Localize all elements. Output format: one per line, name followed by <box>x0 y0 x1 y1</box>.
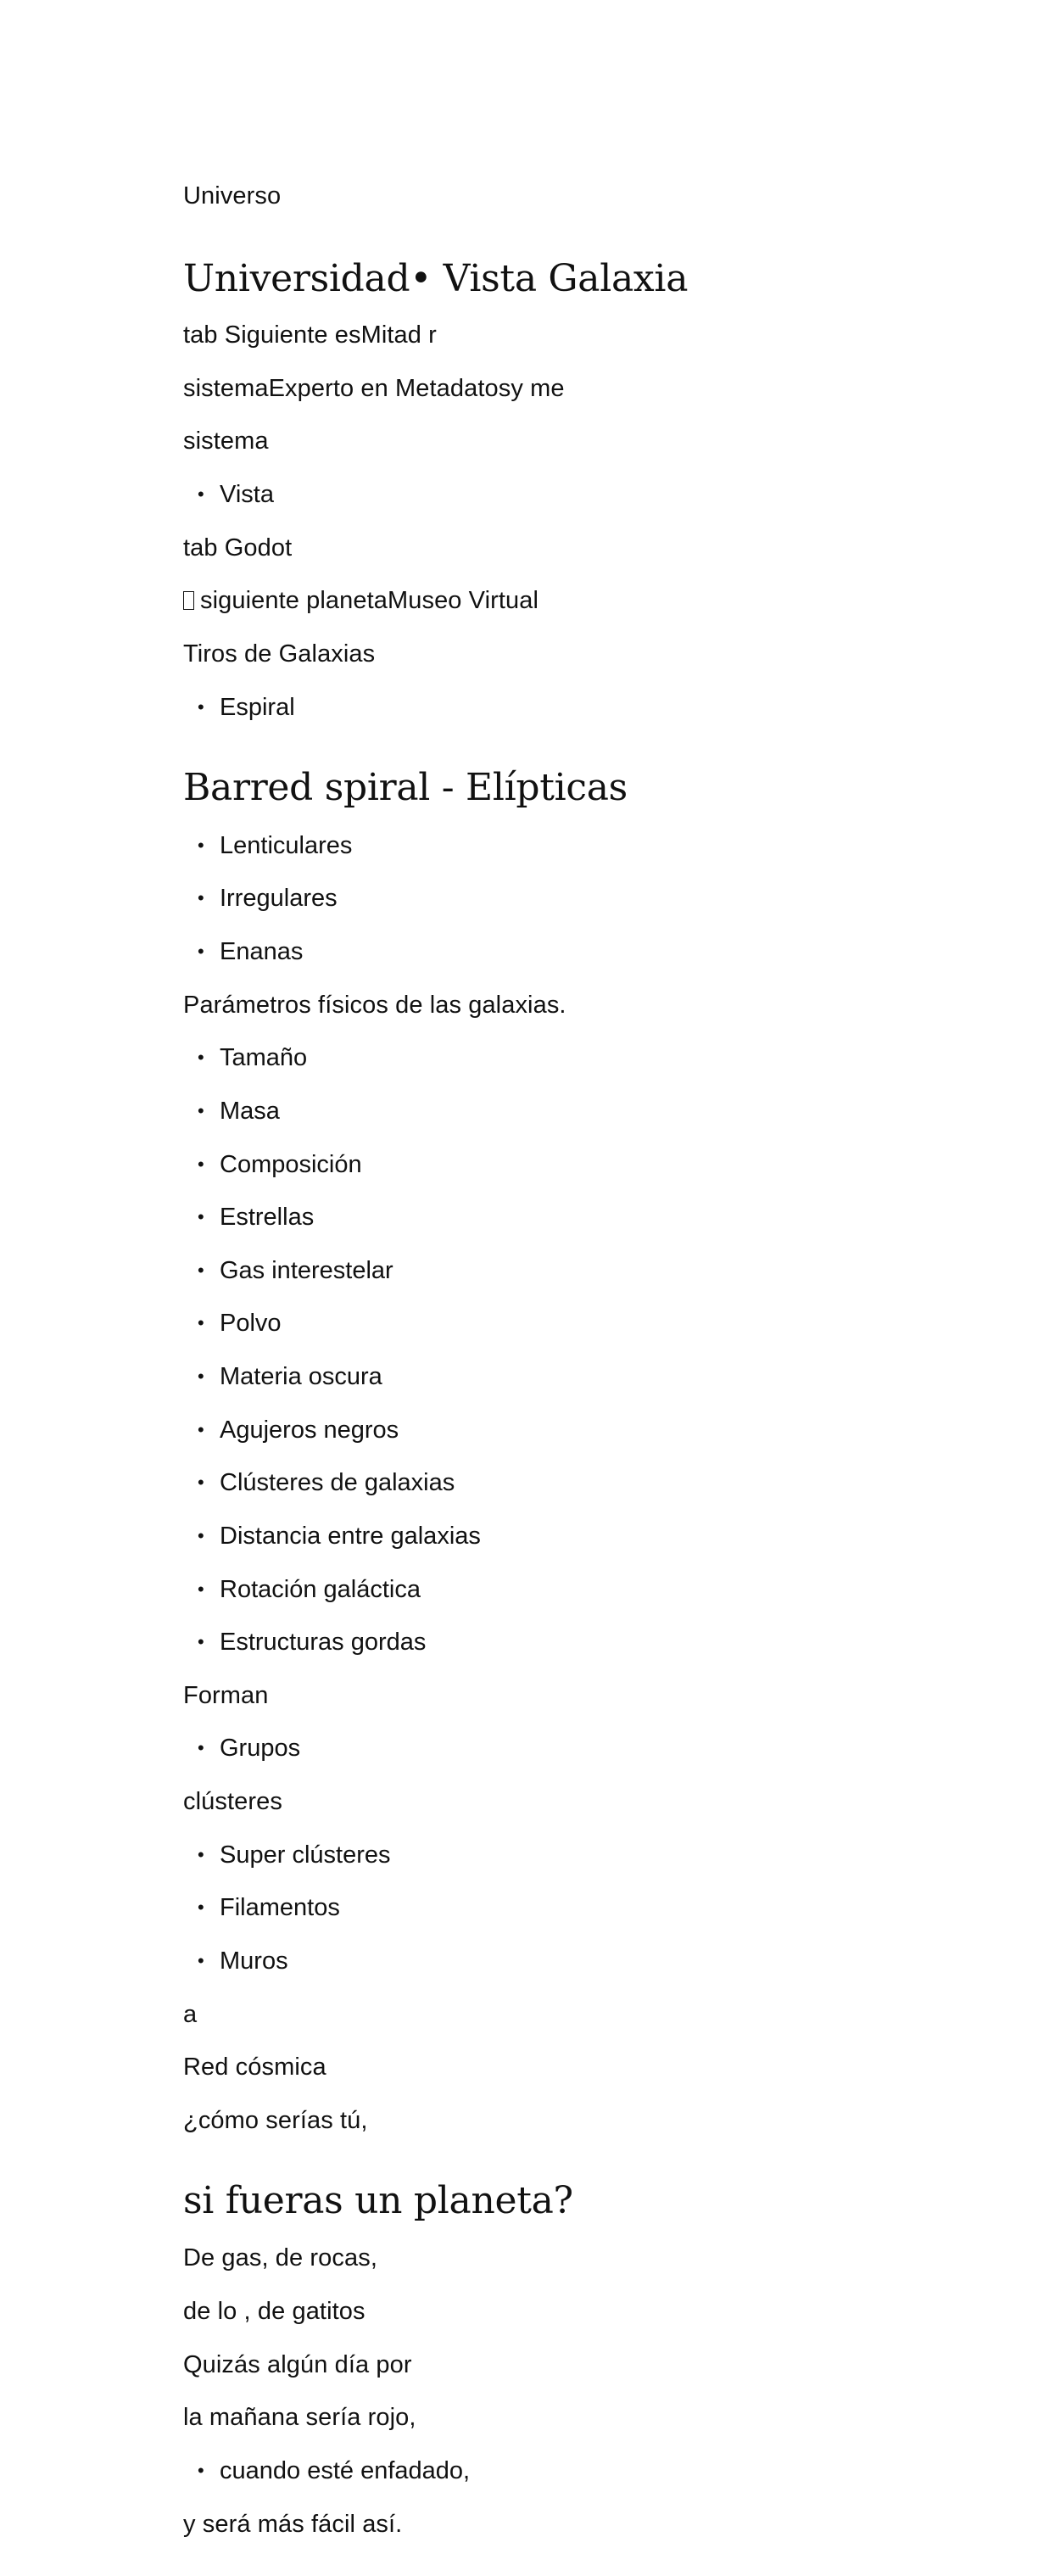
text-parametros: Parámetros físicos de las galaxias. <box>183 992 566 1019</box>
list-item <box>198 1945 288 1977</box>
text-como-serias: ¿cómo serías tú, <box>183 2107 368 2134</box>
bullet-marker: • <box>198 1100 204 1121</box>
bullet-marker: • <box>198 1525 204 1546</box>
list-item <box>198 1467 455 1499</box>
bullet-marker: • <box>198 1579 204 1600</box>
list-item <box>198 1520 481 1552</box>
list-item-label: Super clústeres <box>220 1841 391 1869</box>
bullet-marker: • <box>198 1312 204 1333</box>
list-item-label: Lenticulares <box>220 832 353 859</box>
list-item-label: Vista <box>220 481 274 508</box>
list-item-label: Filamentos <box>220 1894 340 1921</box>
list-item <box>198 1095 280 1127</box>
poem-line: De gas, de rocas, <box>183 2244 377 2271</box>
bullet-marker: • <box>198 1897 204 1918</box>
list-item <box>198 830 352 862</box>
list-item-label: Distancia entre galaxias <box>220 1523 481 1550</box>
heading-si-fueras: si fueras un planeta? <box>183 2179 573 2222</box>
list-item-enfadado <box>198 2455 470 2487</box>
list-item-label: cuando esté enfadado, <box>220 2457 471 2484</box>
list-item-label: Rotación galáctica <box>220 1576 421 1603</box>
poem-line: Quizás algún día por <box>183 2351 412 2378</box>
poem-line: de lo , de gatitos <box>183 2298 365 2325</box>
list-item <box>198 936 303 968</box>
list-item-vista <box>198 478 274 511</box>
poem-line: la mañana sería rojo, <box>183 2404 416 2431</box>
bullet-marker: • <box>198 1631 204 1652</box>
text-forman: Forman <box>183 1682 269 1709</box>
list-item-label: Polvo <box>220 1310 282 1337</box>
list-item <box>198 1042 307 1074</box>
text-tiros: Tiros de Galaxias <box>183 640 376 668</box>
bullet-marker: • <box>198 1260 204 1281</box>
text-red-cosmica: Red cósmica <box>183 2054 326 2081</box>
list-item <box>198 1254 393 1287</box>
text-clusteres: clústeres <box>183 1788 282 1815</box>
bullet-marker: • <box>198 1366 204 1387</box>
list-item-label: Irregulares <box>220 885 338 912</box>
list-item-label: Estructuras gordas <box>220 1629 427 1656</box>
poem-line: y será más fácil así. <box>183 2511 403 2538</box>
list-item-label: Tamaño <box>220 1044 308 1071</box>
list-item-label: Agujeros negros <box>220 1417 399 1444</box>
list-item <box>198 1361 382 1393</box>
text-tab-siguiente: tab Siguiente esMitad r <box>183 321 437 349</box>
list-item <box>198 1891 340 1924</box>
list-item-label: Clústeres de galaxias <box>220 1469 455 1496</box>
list-item <box>198 1201 314 1233</box>
bullet-marker: • <box>198 887 204 908</box>
bullet-marker: • <box>198 1737 204 1758</box>
text-sistema: sistema <box>183 427 269 455</box>
bullet-marker: • <box>198 483 204 505</box>
list-item <box>198 1414 399 1446</box>
list-item <box>198 1626 426 1658</box>
list-item-label: Masa <box>220 1098 280 1125</box>
list-item <box>198 882 338 914</box>
heading-universidad: Universidad• Vista Galaxia <box>183 257 689 300</box>
missing-glyph-icon <box>183 591 194 610</box>
list-item-label: Muros <box>220 1947 288 1975</box>
list-item <box>198 1839 391 1871</box>
text-sistema-experto: sistemaExperto en Metadatosy me <box>183 375 565 402</box>
bullet-marker: • <box>198 835 204 856</box>
bullet-marker: • <box>198 1206 204 1227</box>
bullet-marker: • <box>198 1950 204 1971</box>
list-item-label: Grupos <box>220 1735 301 1762</box>
list-item <box>198 1307 282 1339</box>
list-item-label: Enanas <box>220 938 304 965</box>
bullet-marker: • <box>198 1844 204 1865</box>
bullet-marker: • <box>198 941 204 962</box>
text-siguiente-planeta-label: siguiente planetaMuseo Virtual <box>200 587 539 614</box>
text-tab-godot: tab Godot <box>183 534 293 562</box>
list-item-label: Espiral <box>220 694 295 721</box>
bullet-marker: • <box>198 2460 204 2481</box>
text-a: a <box>183 2001 198 2028</box>
list-item-espiral <box>198 691 295 724</box>
list-item-label: Composición <box>220 1151 362 1178</box>
top-label: Universo <box>183 182 282 210</box>
heading-barred-spiral: Barred spiral - Elípticas <box>183 766 628 809</box>
text-siguiente-planeta <box>183 584 538 617</box>
list-item <box>198 1573 421 1606</box>
bullet-marker: • <box>198 1047 204 1068</box>
bullet-marker: • <box>198 1472 204 1493</box>
list-item-grupos <box>198 1732 300 1764</box>
bullet-marker: • <box>198 1154 204 1175</box>
list-item-label: Estrellas <box>220 1204 315 1231</box>
list-item-label: Materia oscura <box>220 1363 382 1390</box>
list-item-label: Gas interestelar <box>220 1257 393 1284</box>
bullet-marker: • <box>198 1419 204 1440</box>
list-item <box>198 1148 362 1181</box>
bullet-marker: • <box>198 696 204 718</box>
